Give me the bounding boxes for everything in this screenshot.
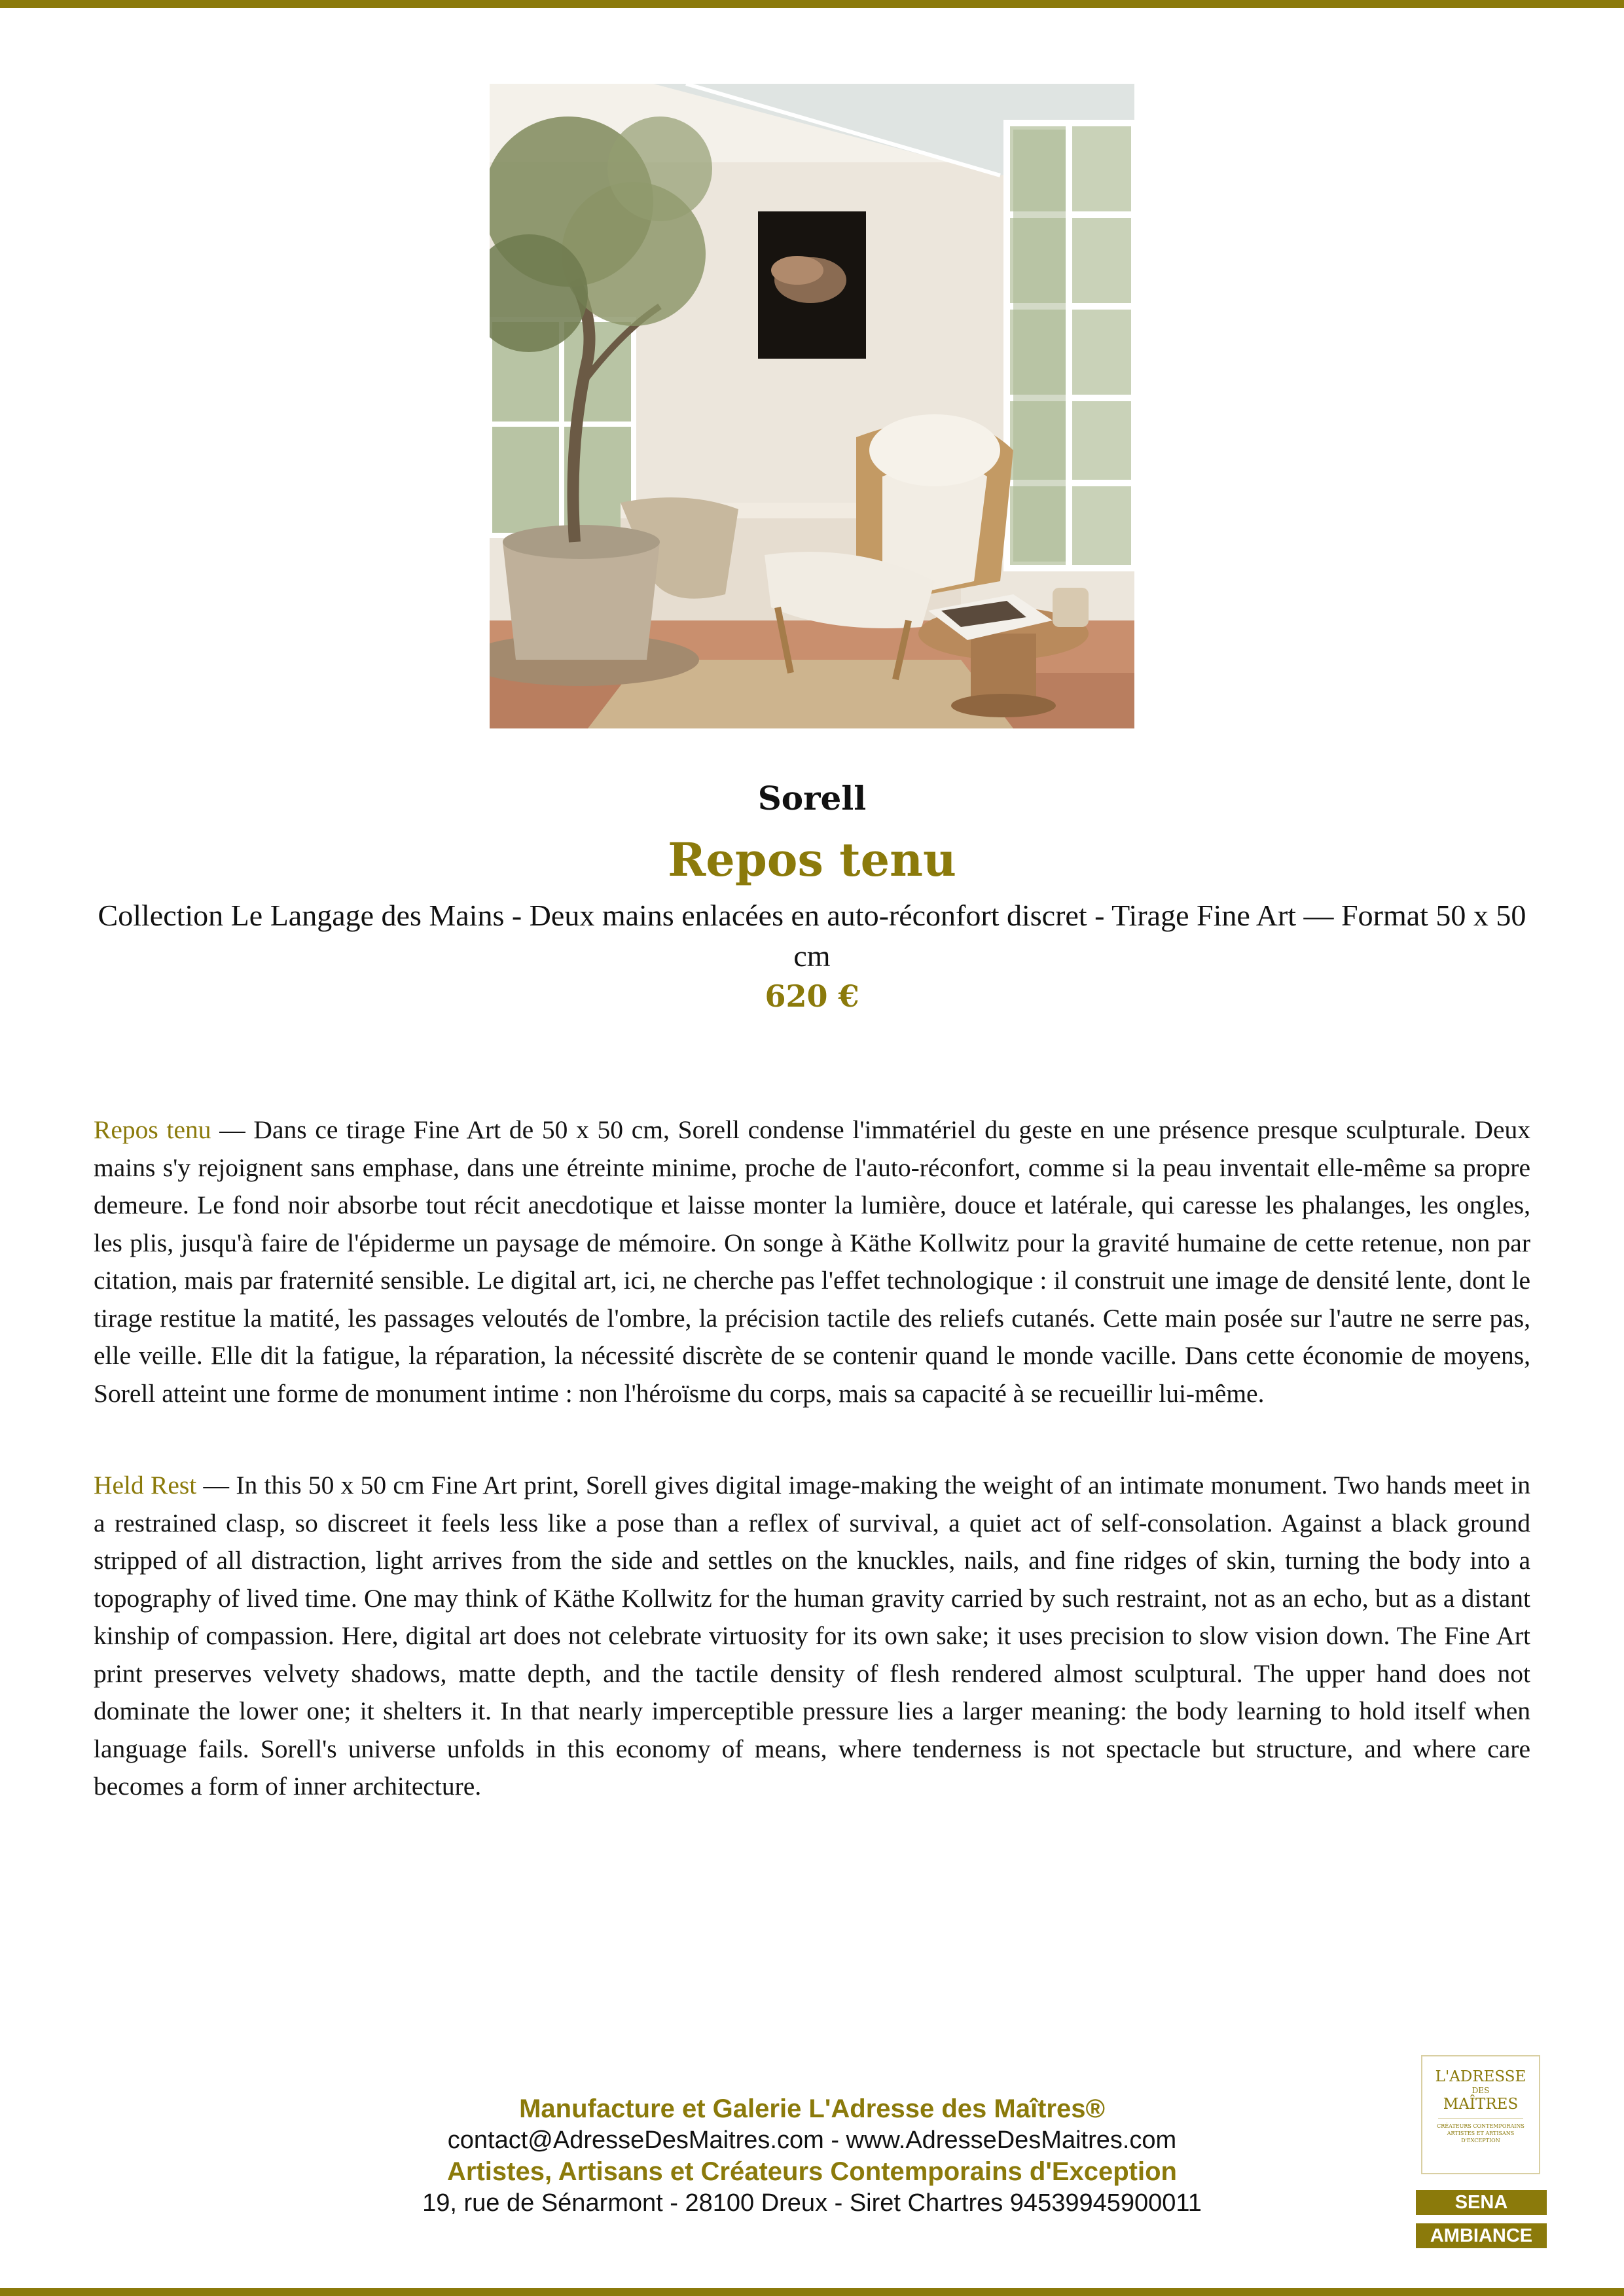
artwork-title: Repos tenu [668, 833, 956, 887]
artwork-subtitle: Collection Le Langage des Mains - Deux mains enlacées en auto-réconfort discret - Tirage Fine Art — Format 50 x 50 cm [98, 899, 1526, 973]
tag-sena: SENA [1416, 2190, 1547, 2215]
logo-line-2: DES [1471, 2086, 1490, 2095]
artwork-room-photo [490, 84, 1134, 728]
description-french-text: — Dans ce tirage Fine Art de 50 x 50 cm, Sorell condense l'immatériel du geste en une présence presque sculpturale. Deux mains s'y rejoignent sans emphase, dans une étreinte minime, proche de l'auto-réconfort, comme si la peau inventait elle-même sa propre demeure. Le fond noir absorbe tout récit anecdotique et laisse monter la lumière, douce et latérale, qui caresse les phalanges, les ongles, les plis, jusqu'à faire de l'épiderme un paysage de mémoire. On songe à Käthe Kollwitz pour la gravité humaine de cette retenue, non par citation, mais par fraternité sensible. Le digital art, ici, ne cherche pas l'effet technologique : il construit une image de densité lente, dont le tirage restitue la matité, les passages veloutés de l'ombre, la précision tactile des reliefs cutanés. Cette main posée sur l'autre ne serre pas, elle veille. Elle dit la fatigue, la réparation, la nécessité discrète de se contenir quand le monde vacille. Dans cette économie de moyens, Sorell atteint une forme de monument intime : non l'héroïsme du corps, mais sa capacité à se recueillir lui-même. [94, 1115, 1530, 1408]
artwork-price: 620 € [765, 978, 859, 1014]
artist-name: Sorell [757, 779, 867, 817]
tag-ambiance: AMBIANCE [1416, 2223, 1547, 2248]
logo-line-1: L'ADRESSE [1435, 2068, 1526, 2085]
logo-tagline: CRÉATEURS CONTEMPORAINS ARTISTES ET ARTISANS D'EXCEPTION [1437, 2123, 1525, 2144]
logo-divider [1438, 2118, 1523, 2119]
description-english-text: — In this 50 x 50 cm Fine Art print, Sorell gives digital image-making the weight of an intimate monument. Two hands meet in a restrained clasp, so discreet it feels less like a pose than a reflex of survival, a quiet act of self-consolation. Against a black ground stripped of all distraction, light arrives from the side and settles on the knuckles, nails, and fine ridges of skin, turning the body into a topography of lived time. One may think of Käthe Kollwitz for the human gravity carried by such restraint, not as an echo, but as a distant kinship of compassion. Here, digital art does not celebrate virtuosity for its own sake; it uses precision to slow vision down. The Fine Art print preserves velvety shadows, matte depth, and the tactile density of flesh rendered almost sculptural. The upper hand does not dominate the lower one; it shelters it. In that nearly imperceptible pressure lies a larger meaning: the body learning to hold itself when language fails. Sorell's universe unfolds in this economy of means, where tenderness is not spectacle but structure, and where care becomes a form of inner architecture. [94, 1471, 1530, 1801]
description-english-lead: Held Rest [94, 1471, 197, 1499]
footer-tagline: Artistes, Artisans et Créateurs Contemporains d'Exception [447, 2157, 1177, 2186]
footer [327, 2093, 1297, 2219]
description-french-lead: Repos tenu [94, 1115, 211, 1144]
footer-address: 19, rue de Sénarmont - 28100 Dreux - Siret Chartres 94539945900011 [422, 2189, 1202, 2217]
bottom-accent-bar [0, 2288, 1624, 2296]
top-accent-bar [0, 0, 1624, 8]
logo-line-3: MAÎTRES [1443, 2096, 1519, 2113]
footer-company-name: Manufacture et Galerie L'Adresse des Maîtres® [519, 2094, 1105, 2123]
description-english [94, 1467, 1530, 1806]
description-french [94, 1111, 1530, 1412]
gallery-logo [1421, 2055, 1540, 2174]
footer-contact: contact@AdresseDesMaitres.com - www.AdresseDesMaitres.com [447, 2126, 1177, 2154]
